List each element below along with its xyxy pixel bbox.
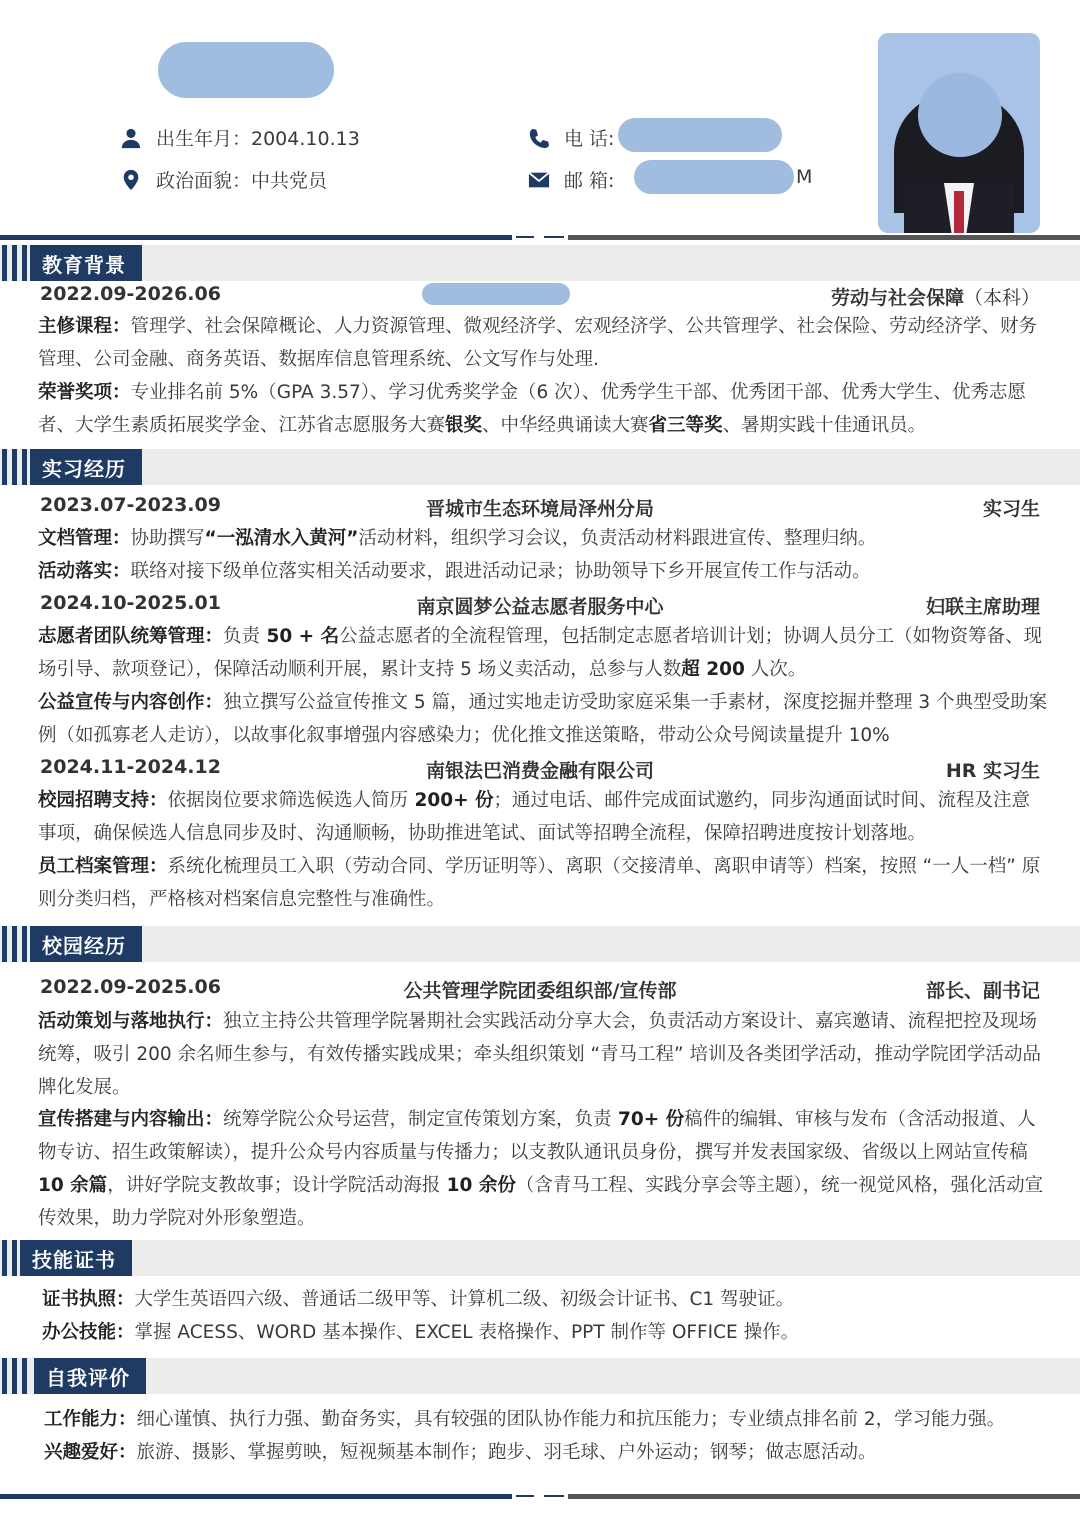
location-pin-icon [120, 169, 142, 191]
section-education-header [0, 245, 1080, 281]
redacted-phone [618, 118, 782, 152]
phone-info [528, 124, 614, 151]
courses-paragraph: 主修课程：管理学、社会保障概论、人力资源管理、微观经济学、宏观经济学、公共管理学、社会保险、劳动经济学、财务管理、公司金融、商务英语、数据库信息管理系统、公文写作与处理. [38, 316, 1038, 370]
internship-1-item-2: 活动落实：联络对接下级单位落实相关活动要求，跟进活动记录；协助领导下乡开展宣传工作与活动。 [38, 561, 871, 582]
redacted-name [158, 42, 334, 98]
bottom-divider-left [0, 1494, 512, 1499]
campus-row: 2022.09-2025.06 公共管理学院团委组织部/宣传部 部长、副书记 [40, 976, 1040, 1002]
section-title: 校园经历 [30, 926, 142, 962]
internship-row-1: 2023.07-2023.09 晋城市生态环境局泽州分局 实习生 [40, 494, 1040, 520]
redacted-email [634, 160, 794, 194]
section-title: 教育背景 [30, 245, 142, 281]
self-hobby: 兴趣爱好：旅游、摄影、掌握剪映，短视频基本制作；跑步、羽毛球、户外运动；钢琴；做志愿活动。 [44, 1442, 877, 1463]
internship-2-item-2: 公益宣传与内容创作：独立撰写公益宣传推文 5 篇，通过实地走访受助家庭采集一手素材，深度挖掘并整理 3 个典型受助案例（如孤寡老人走访），以故事化叙事增强内容感染力；优化推文推送策略，带动公众号阅读量提升 10% [38, 692, 1048, 746]
courses-label: 主修课程： [38, 316, 131, 337]
person-icon [120, 127, 142, 149]
profile-photo [878, 33, 1040, 233]
campus-item-1: 活动策划与落地执行：独立主持公共管理学院暑期社会实践活动分享大会，负责活动方案设计、嘉宾邀请、流程把控及现场统筹，吸引 200 余名师生参与，有效传播实践成果；牵头组织策划 “青马工程” 培训及各类团学活动，推动学院团学活动品牌化发展。 [38, 1011, 1042, 1098]
email-info [528, 166, 614, 193]
section-title: 技能证书 [20, 1240, 132, 1276]
section-self-header [0, 1358, 1080, 1394]
bottom-divider-dash [516, 1495, 534, 1497]
bottom-divider-dash2 [544, 1495, 564, 1497]
top-divider-dash2 [544, 236, 564, 238]
politics-info [120, 166, 327, 193]
politics-text: 政治面貌：中共党员 [156, 170, 328, 192]
internship-3-item-1: 校园招聘支持：依据岗位要求筛选候选人简历 200+ 份；通过电话、邮件完成面试邀约，同步沟通面试时间、流程及注意事项，确保候选人信息同步及时、沟通顺畅，协助推进笔试、面试等招聘全流程，保障招聘进度按计划落地。 [38, 790, 1031, 844]
section-title: 实习经历 [30, 449, 142, 485]
internship-2-item-1: 志愿者团队统筹管理：负责 50 + 名公益志愿者的全流程管理，包括制定志愿者培训计划；协调人员分工（如物资筹备、现场引导、款项登记），保障活动顺利开展，累计支持 5 场义卖活动，总参与人数超 200 人次。 [38, 626, 1043, 680]
bottom-divider-right [568, 1494, 1080, 1499]
top-divider-left [0, 235, 512, 240]
skills-cert: 证书执照：大学生英语四六级、普通话二级甲等、计算机二级、初级会计证书、C1 驾驶证。 [42, 1289, 795, 1310]
internship-3-item-2: 员工档案管理：系统化梳理员工入职（劳动合同、学历证明等）、离职（交接清单、离职申请等）档案，按照 “一人一档” 原则分类归档，严格核对档案信息完整性与准确性。 [38, 856, 1041, 910]
section-title: 自我评价 [34, 1358, 146, 1394]
email-tail: M [796, 166, 813, 188]
phone-icon [528, 127, 550, 149]
self-work: 工作能力：细心谨慎、执行力强、勤奋务实，具有较强的团队协作能力和抗压能力；专业绩点排名前 2，学习能力强。 [44, 1409, 1006, 1430]
section-campus-header [0, 926, 1080, 962]
phone-label: 电 话: [564, 128, 615, 150]
top-divider-dash [516, 236, 534, 238]
birth-text: 出生年月：2004.10.13 [156, 128, 360, 150]
email-label: 邮 箱: [564, 170, 615, 192]
education-major: 劳动与社会保障（本科） [830, 287, 1040, 309]
honors-paragraph: 荣誉奖项：专业排名前 5%（GPA 3.57）、学习优秀奖学金（6 次）、优秀学生干部、优秀团干部、优秀大学生、优秀志愿者、大学生素质拓展奖学金、江苏省志愿服务大赛银奖、中华经典诵读大赛省三等奖、暑期实践十佳通讯员。 [38, 382, 1026, 436]
top-divider-right [568, 235, 1080, 240]
education-date: 2022.09-2026.06 [40, 283, 221, 305]
redacted-school [422, 283, 570, 305]
campus-item-2: 宣传搭建与内容输出：统筹学院公众号运营，制定宣传策划方案，负责 70+ 份稿件的编辑、审核与发布（含活动报道、人物专访、招生政策解读），提升公众号内容质量与传播力；以支教队通讯员身份，撰写并发表国家级、省级以上网站宣传稿 10 余篇，讲好学院支教故事；设计学院活动海报 10 余份（含青马工程、实践分享会等主题），统一视觉风格，强化活动宣传效果，助力学院对外形象塑造。 [38, 1109, 1044, 1229]
birth-info [120, 124, 360, 151]
section-skills-header [0, 1240, 1080, 1276]
internship-1-item-1: 文档管理：协助撰写“一泓清水入黄河”活动材料，组织学习会议，负责活动材料跟进宣传、整理归纳。 [38, 528, 877, 549]
envelope-icon [528, 169, 550, 191]
internship-row-2: 2024.10-2025.01 南京圆梦公益志愿者服务中心 妇联主席助理 [40, 592, 1040, 618]
skills-office: 办公技能：掌握 ACESS、WORD 基本操作、EXCEL 表格操作、PPT 制作等 OFFICE 操作。 [42, 1322, 800, 1343]
internship-row-3: 2024.11-2024.12 南银法巴消费金融有限公司 HR 实习生 [40, 756, 1040, 782]
section-internship-header [0, 449, 1080, 485]
